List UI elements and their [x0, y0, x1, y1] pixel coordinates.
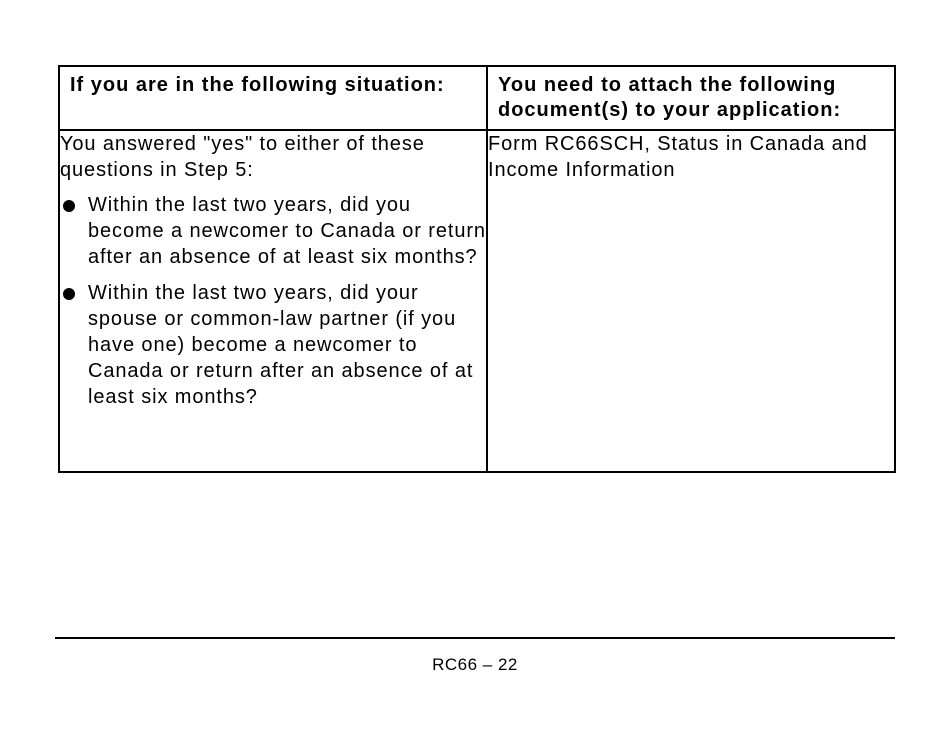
required-document: Form RC66SCH, Status in Canada and Income Information: [488, 133, 868, 181]
footer-divider: [55, 637, 895, 639]
table-row: [59, 130, 895, 472]
bullet-icon: [63, 288, 75, 300]
header-situation: If you are in the following situation:: [59, 66, 487, 130]
requirements-table: [58, 65, 896, 473]
question-text: Within the last two years, did you become a newcomer to Canada or return after an absence of at least six months?: [88, 194, 486, 268]
situation-question-list: [60, 192, 486, 410]
situation-cell: [59, 130, 487, 472]
document-cell: [487, 130, 895, 472]
question-text: Within the last two years, did your spouse or common-law partner (if you have one) become a newcomer to Canada or return after an absence of at least six months?: [88, 282, 474, 408]
bullet-icon: [63, 200, 75, 212]
header-documents: You need to attach the following document(s) to your application:: [487, 66, 895, 130]
list-item: [60, 192, 486, 270]
table-header-row: [59, 66, 895, 130]
list-item: [60, 280, 486, 410]
page-number: RC66 – 22: [432, 655, 518, 674]
situation-intro: You answered "yes" to either of these questions in Step 5:: [60, 133, 425, 181]
